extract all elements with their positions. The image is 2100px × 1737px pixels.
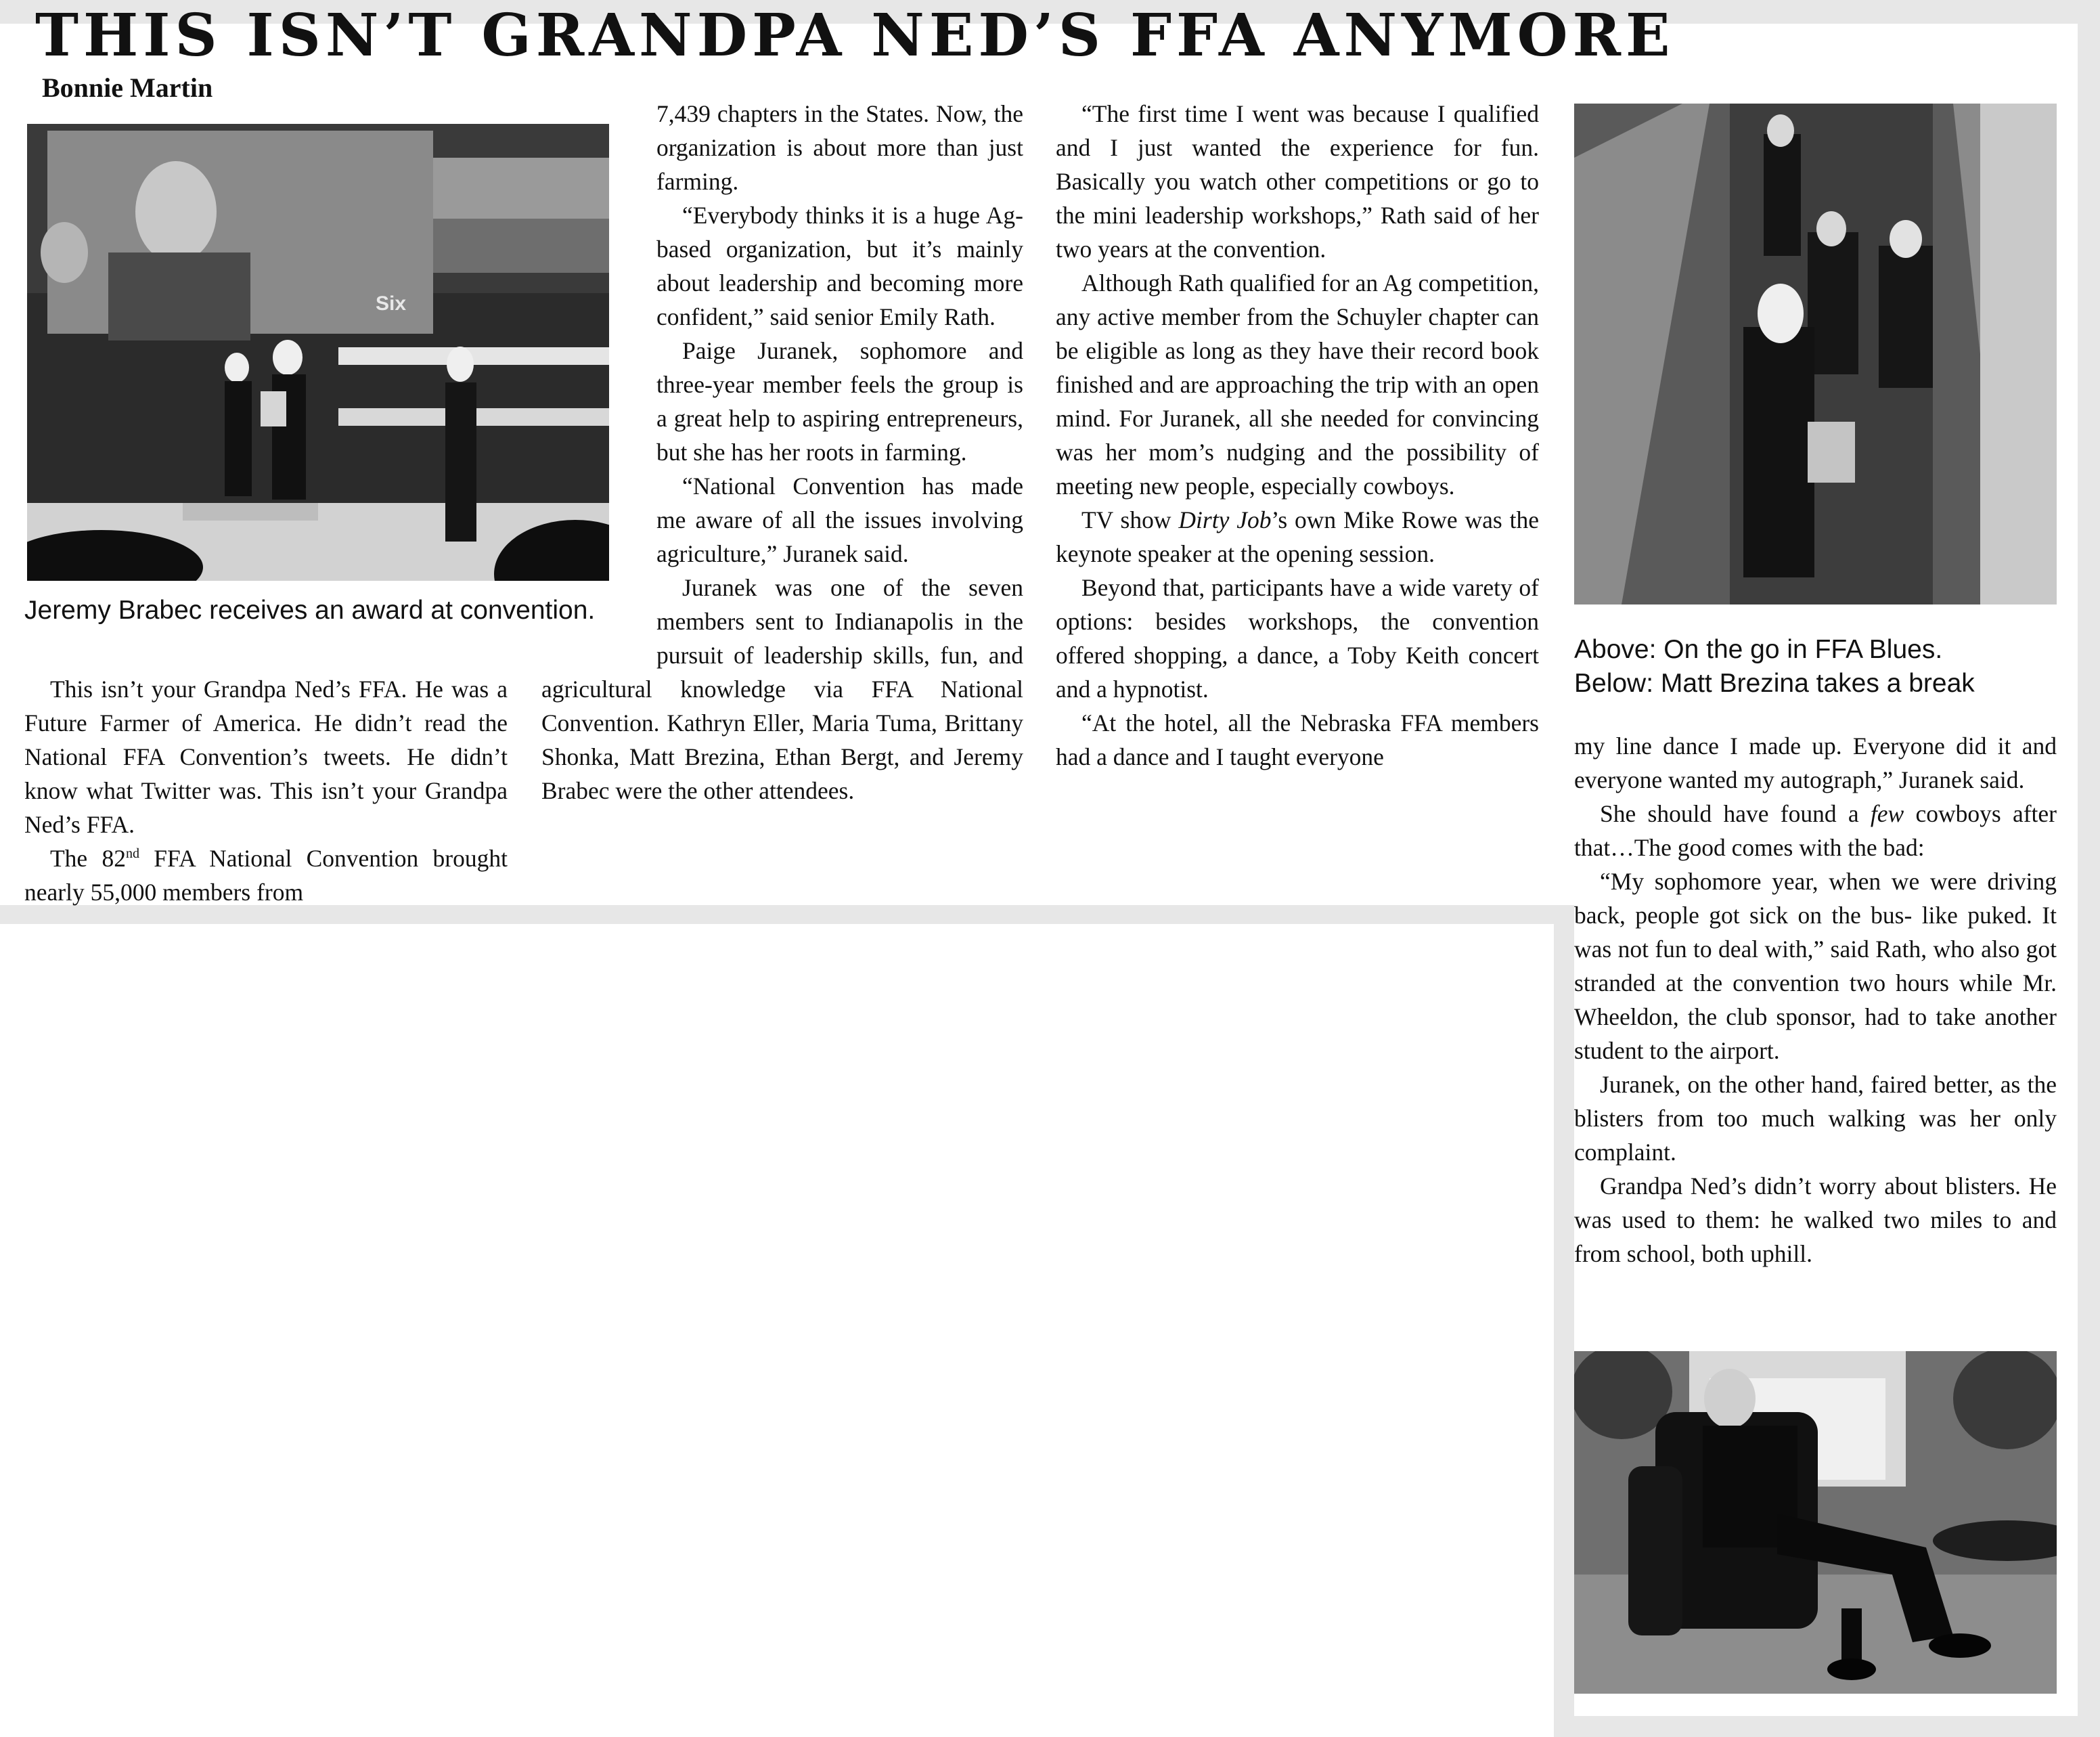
col3-paragraph-3 bbox=[1056, 503, 1539, 571]
col4-paragraph-2 bbox=[1574, 797, 2057, 864]
col4-paragraph-3: “My sophomore year, when we were driving back, people got sick on the bus- like puked. It was not fun to deal with,” said Rath, who also got stranded at the convention two hours while Mr. Wheeldon, the club sponsor, had to take another student to the airport. bbox=[1574, 868, 2057, 1064]
column-2-wrap-spacer bbox=[541, 97, 656, 659]
col3-p3-show-title: Dirty Job bbox=[1178, 506, 1272, 533]
col1-p2-start: The 82 bbox=[50, 845, 126, 872]
col1-paragraph-1: This isn’t your Grandpa Ned’s FFA. He was a Future Farmer of America. He didn’t read the National FFA Convention’s tweets. He didn’t know what Twitter was. This isn’t your Grandpa Ned’s FFA. bbox=[24, 676, 508, 838]
byline: Bonnie Martin bbox=[42, 72, 213, 103]
col4-p2-emphasis: few bbox=[1870, 800, 1904, 827]
award-photo-caption: Jeremy Brabec receives an award at convention. bbox=[24, 596, 596, 625]
headline: THIS ISN’T GRANDPA NED’S FFA ANYMORE bbox=[35, 1, 1675, 70]
col4-p2-end: cowboys after that…The good comes with the bad: bbox=[1574, 800, 2057, 861]
escalator-caption-line-2: Below: Matt Brezina takes a break bbox=[1574, 669, 1975, 698]
col2-paragraph-5: Juranek was one of the seven members sent to Indianapolis in the pursuit of leadership skills, fun, and agricultural knowledge via FFA National Convention. Kathryn Eller, Maria Tuma, Brittany Shonka, Matt Brezina, Ethan Bergt, and Jeremy Brabec were the other attendees. bbox=[541, 574, 1023, 804]
column-2 bbox=[541, 97, 1023, 808]
column-3 bbox=[1056, 97, 1539, 774]
col4-paragraph-1: my line dance I made up. Everyone did it and everyone wanted my autograph,” Juranek said. bbox=[1574, 732, 2057, 793]
col1-p2-superscript: nd bbox=[125, 846, 139, 862]
col4-paragraph-5: Grandpa Ned’s didn’t worry about blisters. He was used to them: he walked two miles to and from school, both uphill. bbox=[1574, 1172, 2057, 1267]
col3-paragraph-1: “The first time I went was because I qualified and I just wanted the experience for fun. Basically you watch other competitions or go to the mini leadership workshops,” Rath said of her two years at the convention. bbox=[1056, 100, 1539, 263]
lobby-photo bbox=[1574, 1351, 2057, 1694]
col3-paragraph-5: “At the hotel, all the Nebraska FFA members had a dance and I taught everyone bbox=[1056, 709, 1539, 770]
col3-p3-start: TV show bbox=[1081, 506, 1179, 533]
col3-p3-end: ’s own Mike Rowe was the keynote speaker at the opening session. bbox=[1056, 506, 1539, 567]
col3-paragraph-2: Although Rath qualified for an Ag competition, any active member from the Schuyler chapter can be eligible as long as they have their record book finished and are approaching the trip with an open mind. For Juranek, all she needed for convincing was her mom’s nudging and the possibility of meeting new people, especially cowboys. bbox=[1056, 269, 1539, 500]
escalator-caption-line-1: Above: On the go in FFA Blues. bbox=[1574, 635, 1943, 664]
column-1 bbox=[24, 672, 508, 909]
column-4 bbox=[1574, 729, 2057, 1271]
award-photo bbox=[27, 124, 609, 581]
col2-paragraph-4: “National Convention has made me aware of all the issues involving agriculture,” Juranek said. bbox=[656, 472, 1023, 567]
col1-paragraph-2 bbox=[24, 841, 508, 909]
col1-p2-end: FFA National Convention brought nearly 55,000 members from bbox=[24, 845, 508, 906]
col2-paragraph-1: 7,439 chapters in the States. Now, the organization is about more than just farming. bbox=[656, 100, 1023, 195]
col3-paragraph-4: Beyond that, participants have a wide varety of options: besides workshops, the convention offered shopping, a dance, a Toby Keith concert and a hypnotist. bbox=[1056, 574, 1539, 703]
col4-paragraph-4: Juranek, on the other hand, faired better, as the blisters from too much walking was her only complaint. bbox=[1574, 1071, 2057, 1166]
escalator-photo bbox=[1574, 104, 2057, 604]
col4-p2-start: She should have found a bbox=[1600, 800, 1871, 827]
stage-sign-text: Six bbox=[376, 292, 407, 315]
col2-paragraph-2: “Everybody thinks it is a huge Ag-based organization, but it’s mainly about leadership and becoming more confident,” said senior Emily Rath. bbox=[656, 202, 1023, 330]
col2-paragraph-3: Paige Juranek, sophomore and three-year member feels the group is a great help to aspiring entrepreneurs, but she has her roots in farming. bbox=[656, 337, 1023, 466]
